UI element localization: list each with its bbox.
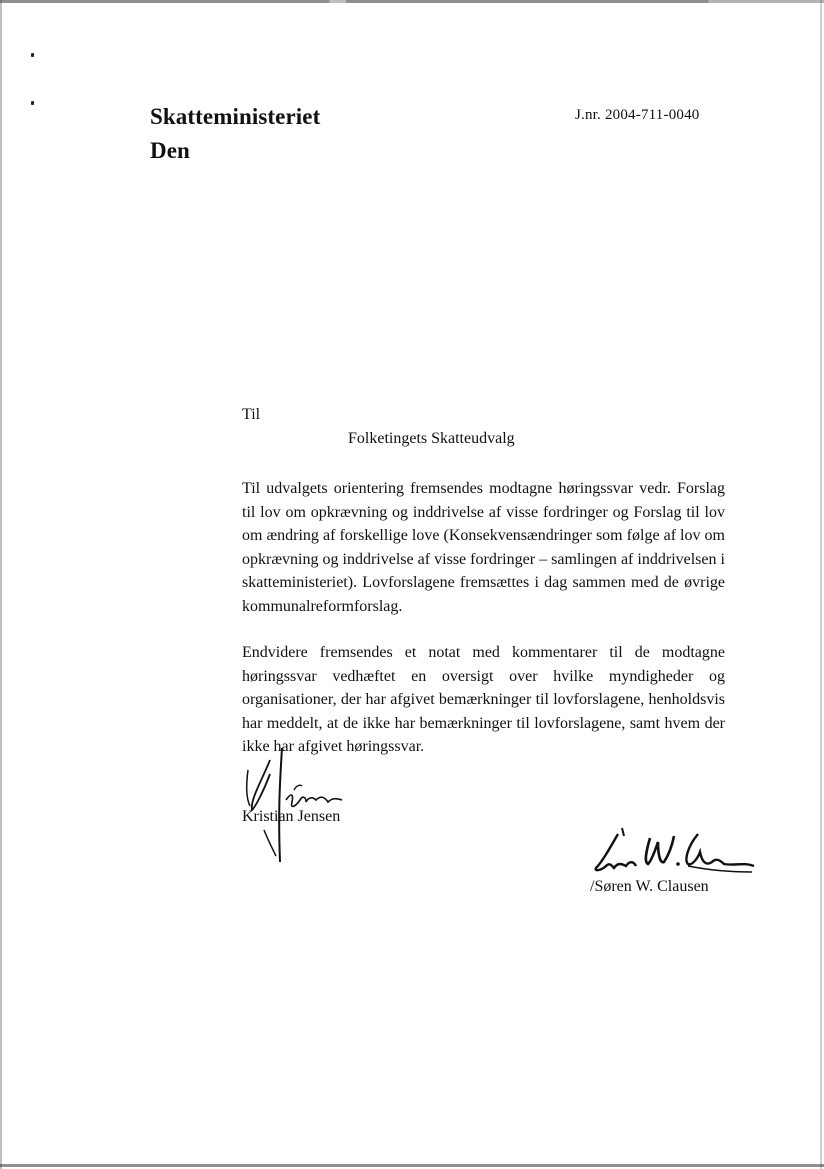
body-paragraph-1: Til udvalgets orientering fremsendes modtagne høringssvar vedr. Forslag til lov om opkrævning og inddrivelse af visse fordringer og Forslag til lov om ændring af forskellige love (Konsekvensændringer som følge af lov om opkrævning og inddrivelse af visse fordringer – samlingen af inddrivelsen i skatteministeriet). Lovforslagene fremsættes i dag sammen med de øvrige kommunalreformforslag. [242, 480, 725, 615]
journal-number: J.nr. 2004-711-0040 [575, 107, 700, 123]
scan-edge-left [0, 0, 2, 1169]
scan-edge-right [820, 0, 822, 1169]
ministry-name: Skatteministeriet [150, 104, 321, 129]
scan-speck [31, 53, 34, 57]
recipient: Folketingets Skatteudvalg [348, 430, 515, 447]
ministry-heading [150, 100, 320, 168]
ministry-sub: Den [150, 138, 190, 163]
signatory-left-name: Kristian Jensen [242, 808, 341, 825]
scan-speck [31, 101, 34, 105]
signatory-right-name: /Søren W. Clausen [590, 878, 709, 895]
scan-edge-top [0, 0, 824, 3]
to-label: Til [242, 406, 261, 423]
signature-right-image [588, 822, 758, 882]
scan-edge-bottom [0, 1164, 824, 1167]
signature-left-image [236, 740, 366, 865]
body-paragraph-2: Endvidere fremsendes et notat med kommentarer til de modtagne høringssvar vedhæftet en oversigt over hvilke myndigheder og organisationer, der har afgivet bemærkninger til lovforslagene, henholdsvis har meddelt, at de ikke har bemærkninger til lovforslagene, samt hvem der ikke har afgivet høringssvar. [242, 644, 725, 756]
